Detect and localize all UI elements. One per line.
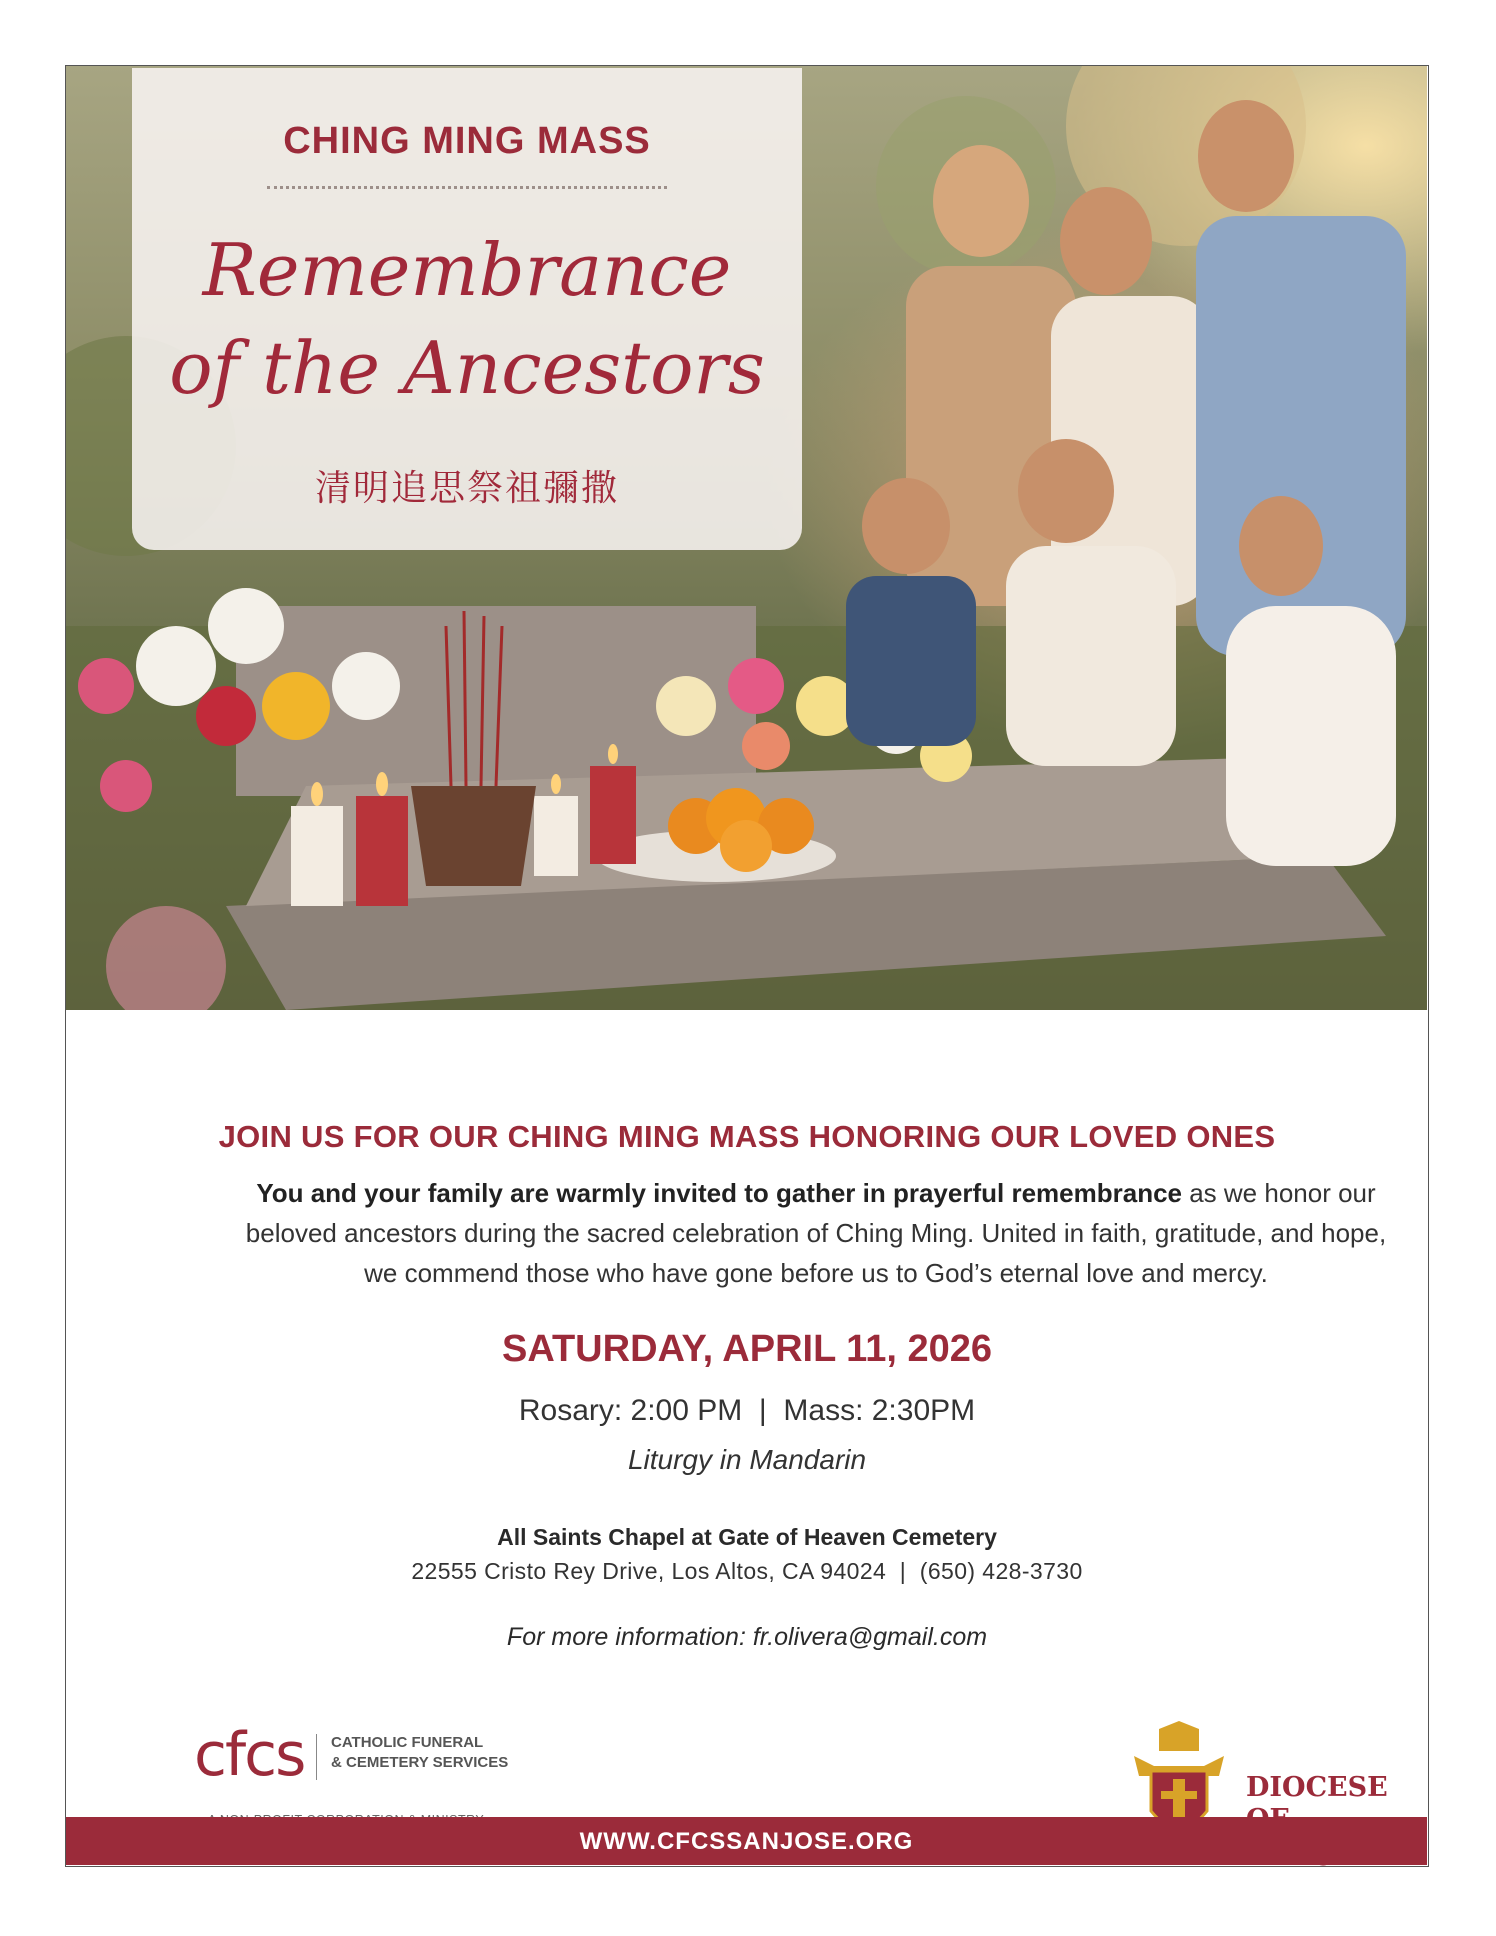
cfcs-logo: cfcs bbox=[194, 1720, 305, 1790]
event-times: Rosary: 2:00 PM | Mass: 2:30PM bbox=[518, 1394, 976, 1427]
venue-address: 22555 Cristo Rey Drive, Los Altos, CA 94024 | (650) 428-3730 bbox=[411, 1558, 1083, 1584]
venue-name: All Saints Chapel at Gate of Heaven Cemetery bbox=[497, 1524, 997, 1550]
event-eyebrow: CHING MING MASS bbox=[283, 120, 651, 162]
diocese-name-line1: DIOCESE bbox=[1246, 1772, 1388, 1803]
dotted-divider bbox=[267, 186, 667, 189]
liturgy-language: Liturgy in Mandarin bbox=[627, 1444, 867, 1475]
footer-bar bbox=[66, 1817, 1427, 1865]
title-line-2: of the Ancestors bbox=[169, 326, 765, 410]
chinese-title: 清明追思祭祖彌撒 bbox=[314, 467, 619, 508]
invitation-rest: as we honor our beloved ancestors during the sacred celebration of Ching Ming. United in faith, gratitude, and hope, we commend those who have gone before us to God’s eternal love and mercy. bbox=[245, 1178, 1387, 1288]
hero-photo bbox=[66, 66, 1427, 1010]
flyer bbox=[65, 65, 1429, 1867]
title-line-1: Remembrance bbox=[202, 228, 732, 312]
contact-info: For more information: fr.olivera@gmail.com bbox=[506, 1623, 988, 1651]
cfcs-divider bbox=[316, 1734, 317, 1780]
cfcs-name bbox=[331, 1733, 508, 1773]
invitation-text bbox=[236, 1173, 1396, 1293]
invitation-headline: JOIN US FOR OUR CHING MING MASS HONORING OUR LOVED ONES bbox=[218, 1119, 1276, 1154]
invitation-bold: You and your family are warmly invited to gather in prayerful remembrance bbox=[256, 1178, 1182, 1208]
cfcs-name-line1: CATHOLIC FUNERAL bbox=[331, 1734, 484, 1751]
event-date: SATURDAY, APRIL 11, 2026 bbox=[502, 1328, 992, 1370]
cfcs-name-line2: & CEMETERY SERVICES bbox=[331, 1754, 509, 1771]
title-card bbox=[132, 68, 802, 550]
website-link[interactable]: WWW.CFCSSANJOSE.ORG bbox=[579, 1828, 914, 1855]
